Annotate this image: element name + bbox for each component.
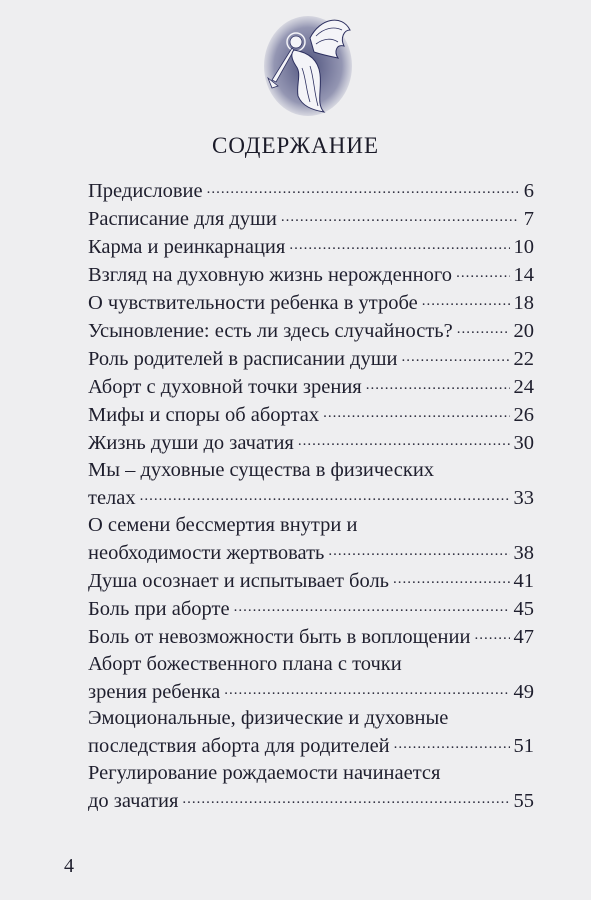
toc-entry-title: Взгляд на духовную жизнь нерожденного	[88, 263, 453, 286]
toc-entry-page: 51	[513, 735, 534, 758]
toc-entry-title: Эмоциональные, физические и духовные	[88, 707, 449, 730]
toc-entry-page: 49	[513, 680, 534, 703]
toc-entry-title: Боль при аборте	[88, 597, 230, 620]
toc-entry	[88, 705, 534, 760]
toc-entry-title: Усыновление: есть ли здесь случайность?	[88, 319, 453, 342]
toc-dot-leader	[456, 260, 509, 281]
toc-entry-page: 20	[513, 319, 534, 342]
toc-entry-page: 26	[513, 404, 534, 427]
page-number: 4	[64, 855, 74, 877]
toc-dot-leader	[422, 288, 510, 309]
toc-entry-title-continuation: до зачатия	[88, 790, 179, 813]
toc-dot-leader	[328, 538, 509, 559]
toc-dot-leader	[474, 623, 509, 644]
toc-entry-page: 55	[513, 790, 534, 813]
toc-entry-page: 30	[513, 432, 534, 455]
toc-entry	[88, 345, 534, 373]
toc-entry-title: Мифы и споры об абортах	[88, 404, 320, 427]
toc-entry-title-continuation: необходимости жертвовать	[88, 541, 325, 564]
toc-entry-title: Роль родителей в расписании души	[88, 348, 398, 371]
toc-entry-page: 24	[513, 376, 534, 399]
toc-dot-leader	[234, 594, 510, 615]
toc-entry	[88, 260, 534, 288]
toc-dot-leader	[207, 176, 518, 197]
toc-entry-title: Мы – духовные существа в физических	[88, 458, 435, 481]
toc-entry-title-continuation: последствия аборта для родителей	[88, 735, 390, 758]
toc-entry	[88, 232, 534, 260]
toc-entry	[88, 512, 534, 567]
toc-dot-leader	[140, 484, 510, 505]
page-title: СОДЕРЖАНИЕ	[211, 133, 379, 158]
toc-dot-leader	[298, 429, 510, 450]
toc-entry-page: 6	[523, 179, 534, 202]
toc-dot-leader	[393, 566, 509, 587]
toc-dot-leader	[281, 204, 518, 225]
toc-dot-leader	[394, 732, 510, 753]
toc-entry	[88, 457, 534, 512]
toc-entry	[88, 623, 534, 651]
toc-dot-leader	[224, 677, 509, 698]
toc-entry-title: О чувствительности ребенка в утробе	[88, 291, 418, 314]
toc-entry-title: Аборт с духовной точки зрения	[88, 376, 362, 399]
toc-dot-leader	[182, 787, 509, 808]
toc-entry	[88, 594, 534, 622]
toc-dot-leader	[401, 345, 509, 366]
toc-entry-title: Жизнь души до зачатия	[88, 432, 294, 455]
toc-dot-leader	[457, 316, 510, 337]
toc-entry	[88, 401, 534, 429]
angel-with-trumpet-icon	[258, 8, 356, 120]
toc-entry	[88, 651, 534, 706]
toc-entry	[88, 204, 534, 232]
toc-entry-page: 7	[523, 207, 534, 230]
toc-entry-page: 38	[513, 541, 534, 564]
toc-entry	[88, 760, 534, 815]
toc-entry-page: 22	[513, 348, 534, 371]
toc-entry	[88, 176, 534, 204]
toc-entry-title: Боль от невозможности быть в воплощении	[88, 626, 471, 648]
toc-entry-title: Аборт божественного плана с точки	[88, 652, 402, 675]
toc-entry-title: Душа осознает и испытывает боль	[88, 569, 390, 592]
toc-entry-page: 10	[513, 235, 534, 258]
toc-dot-leader	[289, 232, 509, 253]
toc-entry-title-continuation: телах	[88, 487, 136, 510]
toc-entry	[88, 566, 534, 594]
toc-dot-leader	[323, 401, 509, 422]
toc-entry	[88, 429, 534, 457]
toc-entry-title: Карма и реинкарнация	[88, 235, 286, 258]
toc-entry-page: 18	[513, 291, 534, 314]
toc-entry-title: О семени бессмертия внутри и	[88, 513, 358, 536]
toc-entry-title: Расписание для души	[88, 207, 277, 230]
toc-entry-page: 45	[513, 597, 534, 620]
toc-entry-page: 14	[513, 263, 534, 286]
toc-entry	[88, 288, 534, 316]
toc-entry-page: 33	[513, 487, 534, 510]
toc-entry-title-continuation: зрения ребенка	[88, 680, 221, 703]
toc-entry-title: Предисловие	[88, 179, 203, 202]
toc-entry	[88, 316, 534, 344]
toc-entry-page: 41	[513, 569, 534, 592]
toc-entry	[88, 373, 534, 401]
toc-entry-page: 47	[513, 626, 534, 648]
toc-dot-leader	[366, 373, 510, 394]
table-of-contents	[88, 176, 534, 815]
toc-entry-title: Регулирование рождаемости начинается	[88, 761, 441, 784]
